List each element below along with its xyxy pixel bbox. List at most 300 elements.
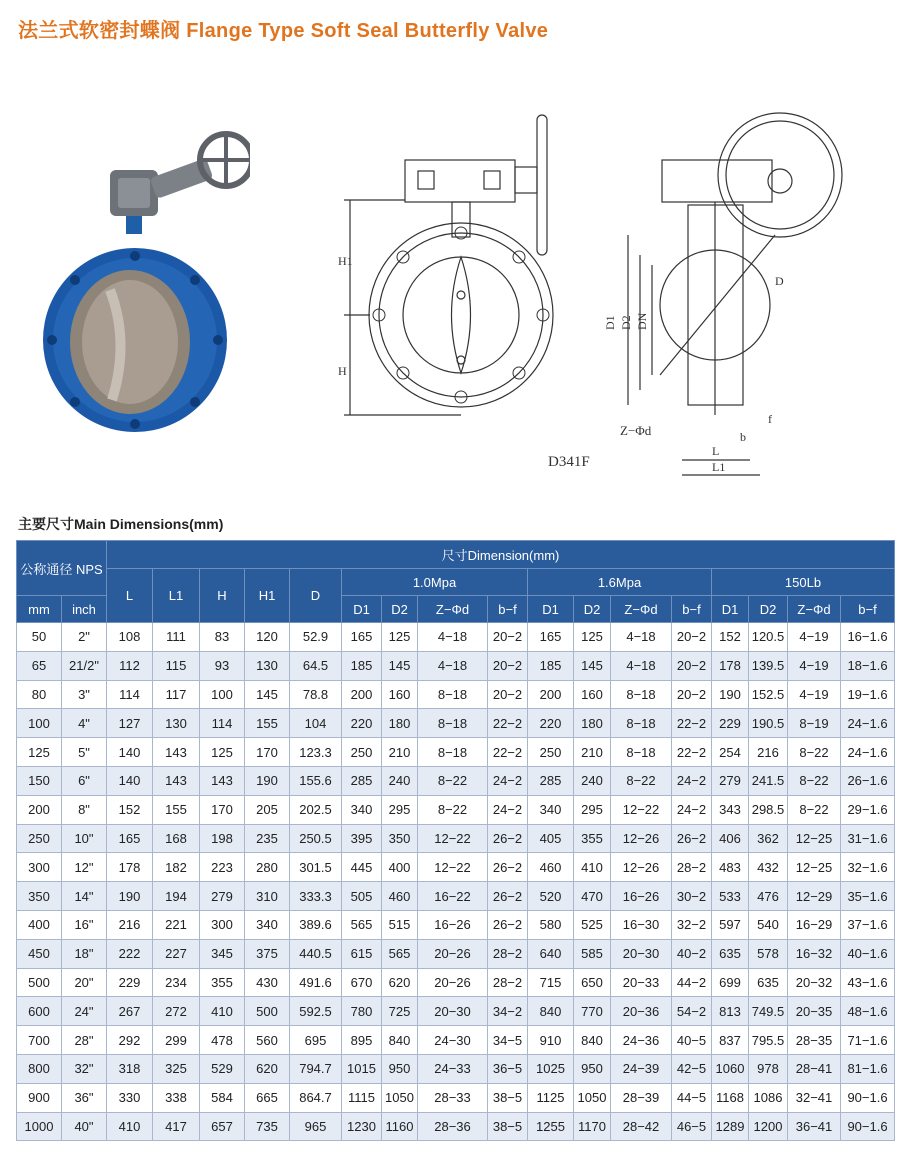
table-cell: 410 [574, 853, 611, 882]
table-cell: 4−18 [418, 623, 488, 652]
table-cell: 93 [200, 651, 245, 680]
table-cell: 34−2 [488, 997, 528, 1026]
table-cell: 24−30 [418, 1026, 488, 1055]
table-cell: 19−1.6 [841, 680, 895, 709]
table-cell: 54−2 [672, 997, 712, 1026]
table-cell: 180 [382, 709, 418, 738]
dimension-header: 尺寸Dimension(mm) [107, 541, 895, 569]
table-cell: 700 [17, 1026, 62, 1055]
table-cell: 40−1.6 [841, 939, 895, 968]
table-cell: 1000 [17, 1112, 62, 1141]
label-z-phi-d: Z−Φd [620, 423, 652, 438]
table-cell: 405 [528, 824, 574, 853]
table-cell: 200 [17, 795, 62, 824]
table-cell: 900 [17, 1083, 62, 1112]
table-cell: 40" [62, 1112, 107, 1141]
sub-col-header: Z−Φd [611, 596, 672, 623]
table-cell: 5" [62, 738, 107, 767]
table-cell: 20−2 [672, 623, 712, 652]
table-cell: 500 [17, 968, 62, 997]
table-cell: 1170 [574, 1112, 611, 1141]
table-cell: 272 [153, 997, 200, 1026]
table-cell: 20−32 [788, 968, 841, 997]
label-b: b [740, 430, 746, 444]
table-cell: 20−35 [788, 997, 841, 1026]
dimensions-table [16, 540, 895, 1141]
table-cell: 592.5 [290, 997, 342, 1026]
table-cell: 44−2 [672, 968, 712, 997]
table-cell: 8−18 [418, 709, 488, 738]
table-row [17, 997, 895, 1026]
table-cell: 36−5 [488, 1054, 528, 1083]
table-row [17, 680, 895, 709]
table-cell: 220 [528, 709, 574, 738]
table-cell: 22−2 [488, 738, 528, 767]
table-cell: 117 [153, 680, 200, 709]
table-cell: 48−1.6 [841, 997, 895, 1026]
table-row [17, 651, 895, 680]
table-cell: 410 [107, 1112, 153, 1141]
table-cell: 580 [528, 910, 574, 939]
table-cell: 910 [528, 1026, 574, 1055]
table-cell: 28−2 [672, 853, 712, 882]
table-cell: 139.5 [749, 651, 788, 680]
table-cell: 38−5 [488, 1083, 528, 1112]
sub-col-header: D2 [574, 596, 611, 623]
table-cell: 400 [17, 910, 62, 939]
table-cell: 300 [17, 853, 62, 882]
table-cell: 1160 [382, 1112, 418, 1141]
table-cell: 1289 [712, 1112, 749, 1141]
table-cell: 8−22 [418, 766, 488, 795]
table-cell: 127 [107, 709, 153, 738]
table-cell: 140 [107, 738, 153, 767]
table-cell: 125 [17, 738, 62, 767]
sub-col-header: b−f [672, 596, 712, 623]
table-cell: 190 [712, 680, 749, 709]
label-l1: L1 [712, 460, 726, 474]
table-cell: 29−1.6 [841, 795, 895, 824]
table-cell: 362 [749, 824, 788, 853]
table-cell: 12−25 [788, 853, 841, 882]
table-cell: 345 [200, 939, 245, 968]
table-cell: 318 [107, 1054, 153, 1083]
table-cell: 533 [712, 882, 749, 911]
table-cell: 285 [528, 766, 574, 795]
label-d1: D1 [603, 315, 617, 330]
table-cell: 223 [200, 853, 245, 882]
table-cell: 250.5 [290, 824, 342, 853]
table-cell: 8−19 [788, 709, 841, 738]
table-cell: 24−36 [611, 1026, 672, 1055]
table-cell: 8" [62, 795, 107, 824]
table-cell: 840 [574, 1026, 611, 1055]
table-cell: 350 [17, 882, 62, 911]
table-cell: 180 [574, 709, 611, 738]
table-cell: 333.3 [290, 882, 342, 911]
table-cell: 635 [712, 939, 749, 968]
table-cell: 36" [62, 1083, 107, 1112]
table-cell: 100 [200, 680, 245, 709]
table-cell: 483 [712, 853, 749, 882]
table-cell: 395 [342, 824, 382, 853]
table-cell: 338 [153, 1083, 200, 1112]
table-cell: 26−2 [488, 882, 528, 911]
table-cell: 699 [712, 968, 749, 997]
table-cell: 540 [749, 910, 788, 939]
table-cell: 152.5 [749, 680, 788, 709]
table-cell: 565 [382, 939, 418, 968]
table-cell: 90−1.6 [841, 1112, 895, 1141]
table-cell: 182 [153, 853, 200, 882]
table-cell: 28" [62, 1026, 107, 1055]
group-header: 1.6Mpa [528, 569, 712, 596]
table-cell: 279 [200, 882, 245, 911]
table-cell: 770 [574, 997, 611, 1026]
model-label: D341F [548, 454, 590, 470]
table-cell: 20−2 [488, 623, 528, 652]
table-cell: 28−39 [611, 1083, 672, 1112]
table-cell: 130 [245, 651, 290, 680]
table-cell: 8−18 [611, 680, 672, 709]
table-cell: 978 [749, 1054, 788, 1083]
table-cell: 4−19 [788, 623, 841, 652]
table-cell: 4" [62, 709, 107, 738]
table-cell: 160 [574, 680, 611, 709]
table-cell: 355 [574, 824, 611, 853]
table-cell: 445 [342, 853, 382, 882]
table-cell: 250 [342, 738, 382, 767]
table-cell: 26−2 [672, 824, 712, 853]
table-cell: 8−22 [788, 766, 841, 795]
table-cell: 794.7 [290, 1054, 342, 1083]
table-cell: 200 [528, 680, 574, 709]
table-cell: 81−1.6 [841, 1054, 895, 1083]
table-cell: 108 [107, 623, 153, 652]
table-cell: 505 [342, 882, 382, 911]
table-cell: 40−5 [672, 1026, 712, 1055]
table-cell: 837 [712, 1026, 749, 1055]
table-cell: 26−2 [488, 853, 528, 882]
table-cell: 32" [62, 1054, 107, 1083]
table-cell: 152 [712, 623, 749, 652]
table-cell: 1086 [749, 1083, 788, 1112]
table-cell: 229 [712, 709, 749, 738]
table-cell: 12−26 [611, 824, 672, 853]
table-cell: 432 [749, 853, 788, 882]
table-cell: 565 [342, 910, 382, 939]
table-cell: 140 [107, 766, 153, 795]
sub-col-header: Z−Φd [418, 596, 488, 623]
table-cell: 840 [528, 997, 574, 1026]
table-cell: 525 [574, 910, 611, 939]
table-cell: 12−26 [611, 853, 672, 882]
table-cell: 340 [342, 795, 382, 824]
table-cell: 460 [382, 882, 418, 911]
table-title: 主要尺寸Main Dimensions(mm) [18, 516, 224, 532]
valve-body-icon [43, 248, 227, 432]
table-cell: 3" [62, 680, 107, 709]
table-cell: 143 [200, 766, 245, 795]
table-cell: 14" [62, 882, 107, 911]
table-cell: 1168 [712, 1083, 749, 1112]
table-cell: 16" [62, 910, 107, 939]
table-cell: 8−22 [788, 795, 841, 824]
table-cell: 597 [712, 910, 749, 939]
gearbox-icon [110, 134, 250, 234]
table-cell: 28−41 [788, 1054, 841, 1083]
table-row [17, 939, 895, 968]
table-cell: 222 [107, 939, 153, 968]
table-cell: 241.5 [749, 766, 788, 795]
table-cell: 310 [245, 882, 290, 911]
table-cell: 298.5 [749, 795, 788, 824]
table-cell: 194 [153, 882, 200, 911]
table-cell: 20−2 [672, 651, 712, 680]
table-cell: 417 [153, 1112, 200, 1141]
table-cell: 12−22 [418, 853, 488, 882]
col-l: L [107, 569, 153, 623]
table-cell: 234 [153, 968, 200, 997]
col-l1: L1 [153, 569, 200, 623]
table-cell: 26−2 [488, 910, 528, 939]
table-cell: 112 [107, 651, 153, 680]
table-cell: 478 [200, 1026, 245, 1055]
sub-col-header: b−f [841, 596, 895, 623]
table-cell: 26−2 [488, 824, 528, 853]
table-cell: 515 [382, 910, 418, 939]
table-cell: 38−5 [488, 1112, 528, 1141]
label-h: H [338, 364, 347, 378]
table-cell: 210 [574, 738, 611, 767]
table-cell: 406 [712, 824, 749, 853]
table-cell: 584 [200, 1083, 245, 1112]
table-cell: 104 [290, 709, 342, 738]
table-cell: 202.5 [290, 795, 342, 824]
sub-col-header: b−f [488, 596, 528, 623]
group-header: 1.0Mpa [342, 569, 528, 596]
table-cell: 950 [382, 1054, 418, 1083]
table-cell: 155.6 [290, 766, 342, 795]
table-cell: 292 [107, 1026, 153, 1055]
unit-mm: mm [17, 596, 62, 623]
table-cell: 20−2 [488, 680, 528, 709]
table-cell: 210 [382, 738, 418, 767]
table-cell: 125 [382, 623, 418, 652]
table-cell: 1255 [528, 1112, 574, 1141]
table-cell: 24−1.6 [841, 709, 895, 738]
table-cell: 1015 [342, 1054, 382, 1083]
table-row [17, 882, 895, 911]
table-cell: 24−1.6 [841, 738, 895, 767]
table-cell: 585 [574, 939, 611, 968]
table-cell: 36−41 [788, 1112, 841, 1141]
table-cell: 520 [528, 882, 574, 911]
table-cell: 32−41 [788, 1083, 841, 1112]
label-l: L [712, 444, 720, 458]
table-row [17, 709, 895, 738]
table-cell: 155 [153, 795, 200, 824]
table-cell: 735 [245, 1112, 290, 1141]
table-cell: 200 [342, 680, 382, 709]
table-cell: 665 [245, 1083, 290, 1112]
table-cell: 235 [245, 824, 290, 853]
table-cell: 254 [712, 738, 749, 767]
table-cell: 71−1.6 [841, 1026, 895, 1055]
table-cell: 143 [153, 766, 200, 795]
label-f: f [768, 412, 772, 426]
table-cell: 205 [245, 795, 290, 824]
table-cell: 640 [528, 939, 574, 968]
table-row [17, 766, 895, 795]
table-cell: 343 [712, 795, 749, 824]
table-cell: 749.5 [749, 997, 788, 1026]
table-cell: 32−1.6 [841, 853, 895, 882]
table-cell: 476 [749, 882, 788, 911]
table-cell: 299 [153, 1026, 200, 1055]
table-cell: 1060 [712, 1054, 749, 1083]
table-cell: 178 [107, 853, 153, 882]
table-cell: 4−19 [788, 680, 841, 709]
page-title: 法兰式软密封蝶阀 Flange Type Soft Seal Butterfly Valve [18, 20, 549, 42]
table-cell: 250 [528, 738, 574, 767]
table-cell: 2" [62, 623, 107, 652]
table-cell: 28−36 [418, 1112, 488, 1141]
table-cell: 780 [342, 997, 382, 1026]
table-cell: 52.9 [290, 623, 342, 652]
table-row [17, 968, 895, 997]
table-cell: 30−2 [672, 882, 712, 911]
table-cell: 4−18 [611, 623, 672, 652]
table-cell: 8−18 [611, 709, 672, 738]
table-row [17, 623, 895, 652]
table-cell: 24−2 [672, 766, 712, 795]
table-cell: 295 [574, 795, 611, 824]
table-cell: 330 [107, 1083, 153, 1112]
table-cell: 340 [245, 910, 290, 939]
table-cell: 150 [17, 766, 62, 795]
table-cell: 20−2 [672, 680, 712, 709]
table-cell: 190.5 [749, 709, 788, 738]
table-cell: 165 [528, 623, 574, 652]
table-cell: 20−26 [418, 968, 488, 997]
table-cell: 44−5 [672, 1083, 712, 1112]
table-cell: 190 [107, 882, 153, 911]
table-cell: 375 [245, 939, 290, 968]
table-cell: 695 [290, 1026, 342, 1055]
table-row [17, 795, 895, 824]
table-cell: 12−22 [418, 824, 488, 853]
group-header: 150Lb [712, 569, 895, 596]
table-cell: 795.5 [749, 1026, 788, 1055]
table-cell: 80 [17, 680, 62, 709]
table-cell: 813 [712, 997, 749, 1026]
table-row [17, 1054, 895, 1083]
table-cell: 1125 [528, 1083, 574, 1112]
table-cell: 43−1.6 [841, 968, 895, 997]
table-cell: 24−33 [418, 1054, 488, 1083]
table-cell: 400 [382, 853, 418, 882]
table-cell: 185 [342, 651, 382, 680]
table-cell: 864.7 [290, 1083, 342, 1112]
table-cell: 20−30 [418, 997, 488, 1026]
gearbox-outline-icon [405, 160, 515, 202]
table-cell: 28−33 [418, 1083, 488, 1112]
table-cell: 20−2 [488, 651, 528, 680]
table-cell: 220 [342, 709, 382, 738]
table-cell: 1050 [382, 1083, 418, 1112]
handwheel-outline-icon [718, 113, 842, 237]
table-cell: 500 [245, 997, 290, 1026]
table-cell: 715 [528, 968, 574, 997]
table-cell: 4−18 [611, 651, 672, 680]
table-cell: 24−39 [611, 1054, 672, 1083]
table-cell: 21/2" [62, 651, 107, 680]
table-cell: 389.6 [290, 910, 342, 939]
table-cell: 8−22 [418, 795, 488, 824]
table-cell: 279 [712, 766, 749, 795]
table-cell: 143 [153, 738, 200, 767]
table-cell: 1025 [528, 1054, 574, 1083]
table-row [17, 1083, 895, 1112]
table-cell: 170 [245, 738, 290, 767]
table-cell: 355 [200, 968, 245, 997]
table-cell: 216 [749, 738, 788, 767]
table-cell: 295 [382, 795, 418, 824]
table-cell: 20" [62, 968, 107, 997]
table-cell: 114 [200, 709, 245, 738]
label-d: D [775, 274, 784, 288]
table-cell: 28−42 [611, 1112, 672, 1141]
table-cell: 40−2 [672, 939, 712, 968]
table-cell: 37−1.6 [841, 910, 895, 939]
table-cell: 16−1.6 [841, 623, 895, 652]
table-cell: 216 [107, 910, 153, 939]
valve-photo [40, 120, 250, 440]
table-cell: 12−25 [788, 824, 841, 853]
table-cell: 12−29 [788, 882, 841, 911]
sub-col-header: D1 [528, 596, 574, 623]
table-cell: 950 [574, 1054, 611, 1083]
table-cell: 111 [153, 623, 200, 652]
table-cell: 16−26 [611, 882, 672, 911]
table-cell: 670 [342, 968, 382, 997]
table-cell: 6" [62, 766, 107, 795]
table-cell: 4−18 [418, 651, 488, 680]
side-view-drawing [600, 105, 860, 485]
table-cell: 16−30 [611, 910, 672, 939]
table-cell: 20−30 [611, 939, 672, 968]
table-cell: 250 [17, 824, 62, 853]
table-cell: 34−5 [488, 1026, 528, 1055]
table-cell: 300 [200, 910, 245, 939]
table-cell: 240 [574, 766, 611, 795]
table-cell: 32−2 [672, 910, 712, 939]
table-cell: 185 [528, 651, 574, 680]
table-cell: 22−2 [672, 709, 712, 738]
table-cell: 24" [62, 997, 107, 1026]
table-cell: 221 [153, 910, 200, 939]
table-cell: 325 [153, 1054, 200, 1083]
table-cell: 430 [245, 968, 290, 997]
table-cell: 620 [382, 968, 418, 997]
table-cell: 8−18 [611, 738, 672, 767]
table-cell: 725 [382, 997, 418, 1026]
flange-outline-icon [369, 223, 553, 407]
table-cell: 1115 [342, 1083, 382, 1112]
table-cell: 18" [62, 939, 107, 968]
table-cell: 650 [574, 968, 611, 997]
